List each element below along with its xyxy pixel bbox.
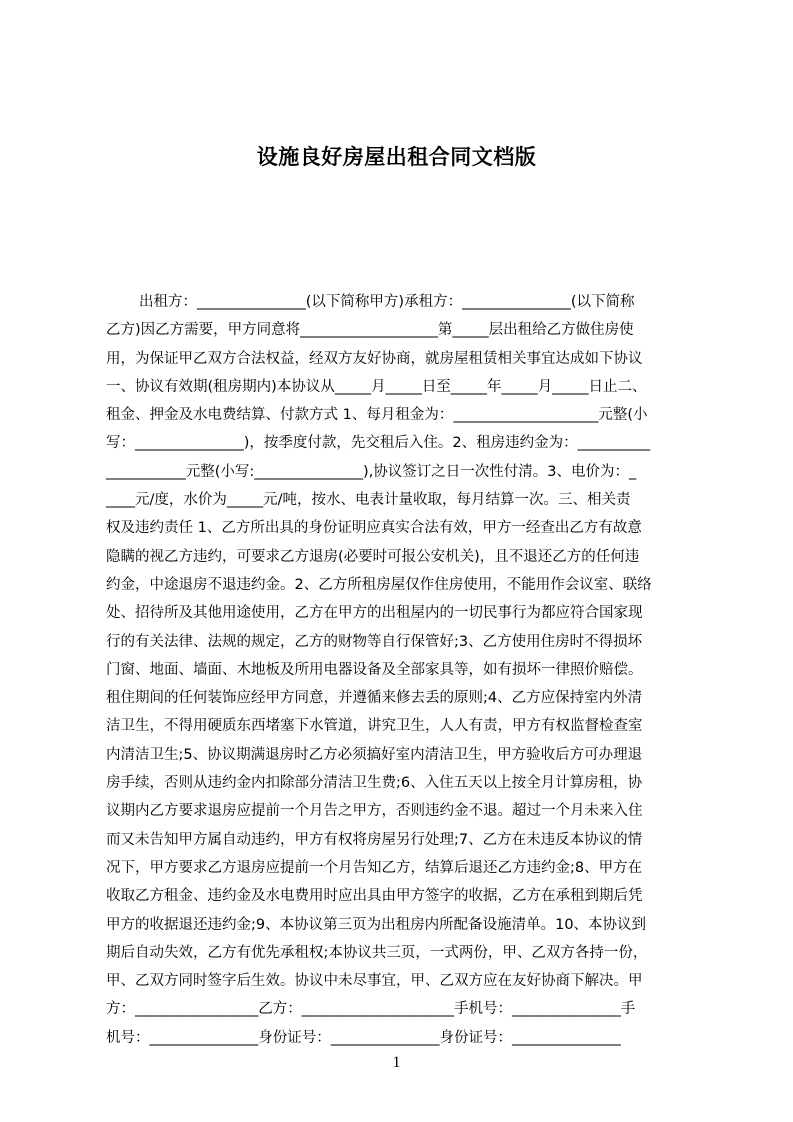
page-number: 1 [392,1054,401,1071]
text-line: 隐瞒的视乙方违约，可要求乙方退房(必要时可报公安机关)，且不退还乙方的任何违 [106,548,640,565]
text-line: 门窗、地面、墙面、木地板及所用电器设备及全部家具等，如有损坏一律照价赔偿。 [106,661,643,678]
text-line: 一、协议有效期(租房期内)本协议从_____月_____日至_____年_____月_____日止二、 [106,378,647,395]
text-line: 收取乙方租金、违约金及水电费用时应出具由甲方签字的收据，乙方在承租到期后凭 [106,888,643,905]
text-line: ____元/度，水价为_____元/吨，按水、电表计量收取，每月结算一次。三、相关责 [106,492,631,509]
text-line: 甲方的收据退还违约金;9、本协议第三页为出租房内所配备设施清单。10、本协议到 [106,916,647,933]
text-line: 约金，中途退房不退违约金。2、乙方所租房屋仅作住房使用，不能用作会议室、联络 [106,576,652,593]
text-line: 议期内乙方要求退房应提前一个月告之甲方，否则违约金不退。超过一个月未来入住 [106,803,643,820]
text-line: 出租方：_______________(以下简称甲方)承租方：_______________(以下简称 [139,294,635,310]
contract-body [106,288,698,1046]
document-title: 设施良好房屋出租合同文档版 [256,145,537,169]
text-line: 甲、乙双方同时签字后生效。协议中未尽事宜，甲、乙双方应在友好协商下解决。甲 [106,973,643,990]
text-line: 机号：_______________身份证号：_______________身份证号：_______________ [106,1029,621,1046]
text-line: 权及违约责任 1、乙方所出具的身份证明应真实合法有效，甲方一经查出乙方有故意 [106,520,642,537]
text-line: 租住期间的任何装饰应经甲方同意，并遵循来修去丢的原则;4、乙方应保持室内外清 [106,690,643,707]
text-line: 洁卫生，不得用硬质东西堵塞下水管道，讲究卫生，人人有责，甲方有权监督检查室 [106,718,643,735]
text-line: 而又未告知甲方属自动违约，甲方有权将房屋另行处理;7、乙方在未违反本协议的情 [106,831,643,848]
text-line: 内清洁卫生;5、协议期满退房时乙方必须搞好室内清洁卫生，甲方验收后方可办理退 [106,746,643,763]
text-line: ___________元整(小写:_______________),协议签订之日一次性付清。3、电价为：_ [106,463,637,480]
text-line: 房手续，否则从违约金内扣除部分清洁卫生费;6、入住五天以上按全月计算房租，协 [106,775,643,792]
text-line: 行的有关法律、法规的规定，乙方的财物等自行保管好;3、乙方使用住房时不得损坏 [106,633,643,650]
text-line: 况下，甲方要求乙方退房应提前一个月告知乙方，结算后退还乙方违约金;8、甲方在 [106,859,643,876]
text-line: 租金、押金及水电费结算、付款方式 1、每月租金为：____________________元整(小 [106,407,648,424]
text-line: 处、招待所及其他用途使用，乙方在甲方的出租屋内的一切民事行为都应符合国家现 [106,605,643,622]
text-line: 用，为保证甲乙双方合法权益，经双方友好协商，就房屋租赁相关事宜达成如下协议 [106,350,643,367]
text-line: 乙方)因乙方需要，甲方同意将___________________第_____层出租给乙方做住房使 [106,322,634,339]
text-line: 方：_________________乙方：_____________________手机号：_______________手 [106,1001,636,1018]
text-line: 写：_______________)，按季度付款，先交租后入住。2、租房违约金为：__________ [106,435,651,452]
text-line: 期后自动失效，乙方有优先承租权;本协议共三页，一式两份，甲、乙双方各持一份， [106,944,648,961]
